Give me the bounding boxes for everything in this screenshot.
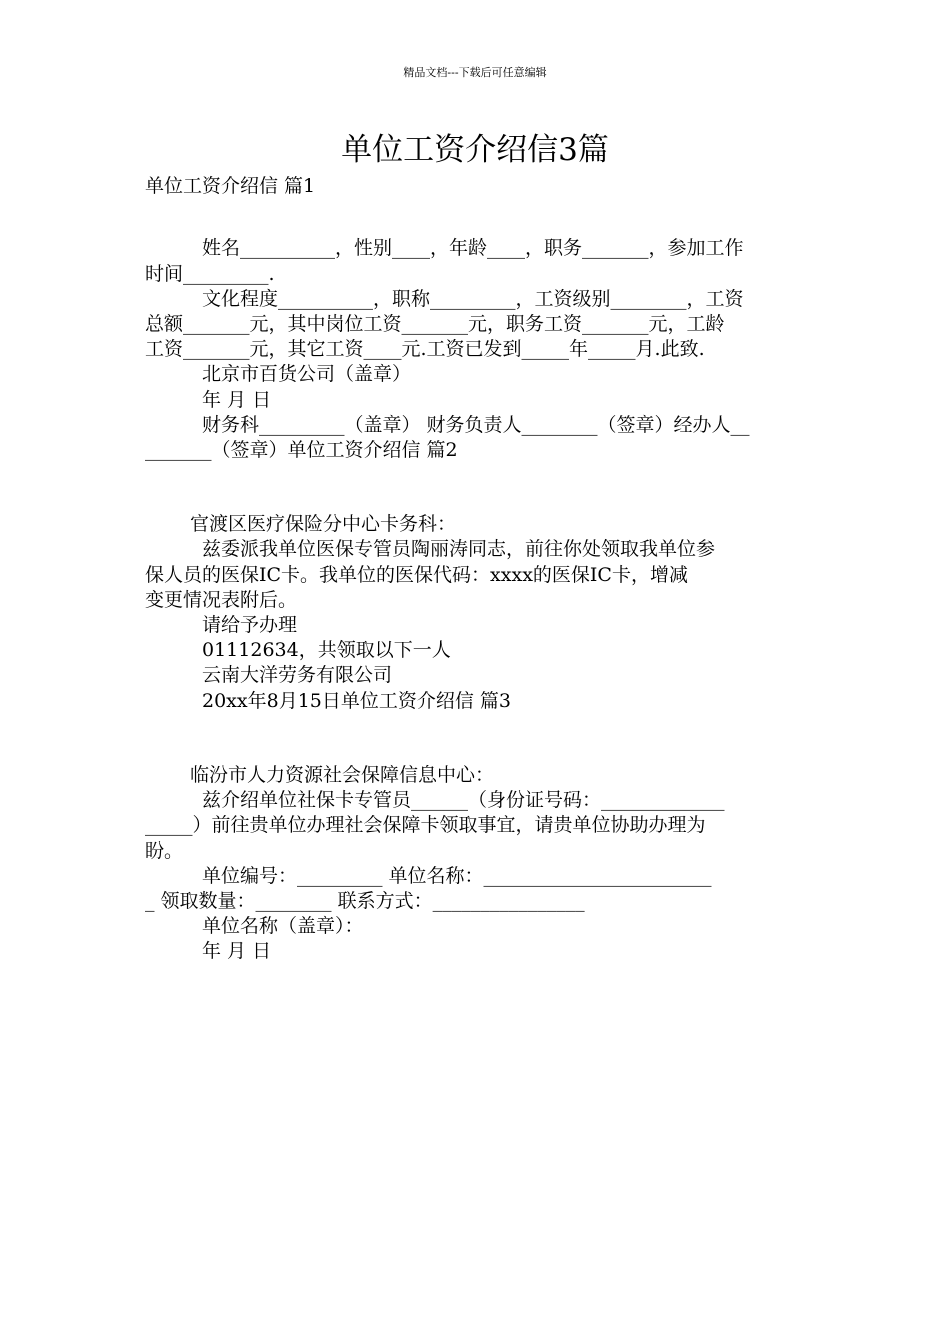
section3-line: _ 领取数量：________ 联系方式：________________ bbox=[145, 889, 585, 912]
section3-line: _____）前往贵单位办理社会保障卡领取事宜，请贵单位协助办理为 bbox=[145, 814, 706, 837]
spacer bbox=[145, 224, 807, 236]
section1-line: _______（签章）单位工资介绍信 篇2 bbox=[145, 438, 458, 461]
section2-line: 请给予办理 bbox=[202, 614, 298, 636]
spacer bbox=[145, 199, 807, 224]
section2-line: 兹委派我单位医保专管员陶丽涛同志，前往你处领取我单位参 bbox=[202, 538, 716, 561]
section1-line: 姓名__________，性别____，年龄____，职务_______，参加工作 bbox=[202, 237, 744, 260]
section2-line: 云南大洋劳务有限公司 bbox=[202, 664, 393, 687]
section2-line: 01112634，共领取以下一人 bbox=[202, 639, 451, 662]
section3-line: 单位名称（盖章）： bbox=[202, 915, 364, 938]
section3-line: 兹介绍单位社保卡专管员______（身份证号码：_____________ bbox=[202, 789, 725, 812]
section1-line: 时间_________. bbox=[145, 262, 275, 285]
section2-addressee: 官渡区医疗保险分中心卡务科： bbox=[190, 513, 457, 536]
section1-line: 年 月 日 bbox=[202, 388, 272, 411]
document-title: 单位工资介绍信3篇 bbox=[341, 132, 609, 168]
spacer bbox=[145, 751, 807, 763]
section1-line: 文化程度__________，职称_________，工资级别________，工资 bbox=[202, 287, 744, 310]
section1-line: 北京市百货公司（盖章） bbox=[202, 363, 412, 386]
section1-heading: 单位工资介绍信 篇1 bbox=[145, 175, 316, 197]
section1-line: 工资_______元，其它工资____元.工资已发到_____年_____月.此致. bbox=[145, 338, 705, 361]
section3-addressee: 临汾市人力资源社会保障信息中心： bbox=[190, 763, 495, 786]
section1-line: 财务科_________（盖章） 财务负责人________（签章）经办人__ bbox=[202, 413, 750, 436]
spacer bbox=[145, 463, 807, 488]
section2-line: 保人员的医保IC卡。我单位的医保代码：xxxx的医保IC卡，增减 bbox=[145, 563, 688, 586]
spacer bbox=[145, 714, 807, 739]
document-body bbox=[145, 174, 807, 964]
section1-line: 总额_______元，其中岗位工资_______元，职务工资_______元，工龄 bbox=[145, 312, 725, 335]
section3-line: 盼。 bbox=[145, 839, 184, 862]
spacer bbox=[145, 488, 807, 500]
section3-line: 单位编号：_________ 单位名称：________________________ bbox=[202, 864, 712, 887]
section3-line: 年 月 日 bbox=[202, 940, 272, 963]
page-header-note: 精品文档---下载后可任意编辑 bbox=[403, 66, 547, 79]
spacer bbox=[145, 500, 807, 512]
section2-line: 变更情况表附后。 bbox=[145, 588, 298, 611]
spacer bbox=[145, 739, 807, 751]
section2-line: 20xx年8月15日单位工资介绍信 篇3 bbox=[202, 689, 512, 712]
